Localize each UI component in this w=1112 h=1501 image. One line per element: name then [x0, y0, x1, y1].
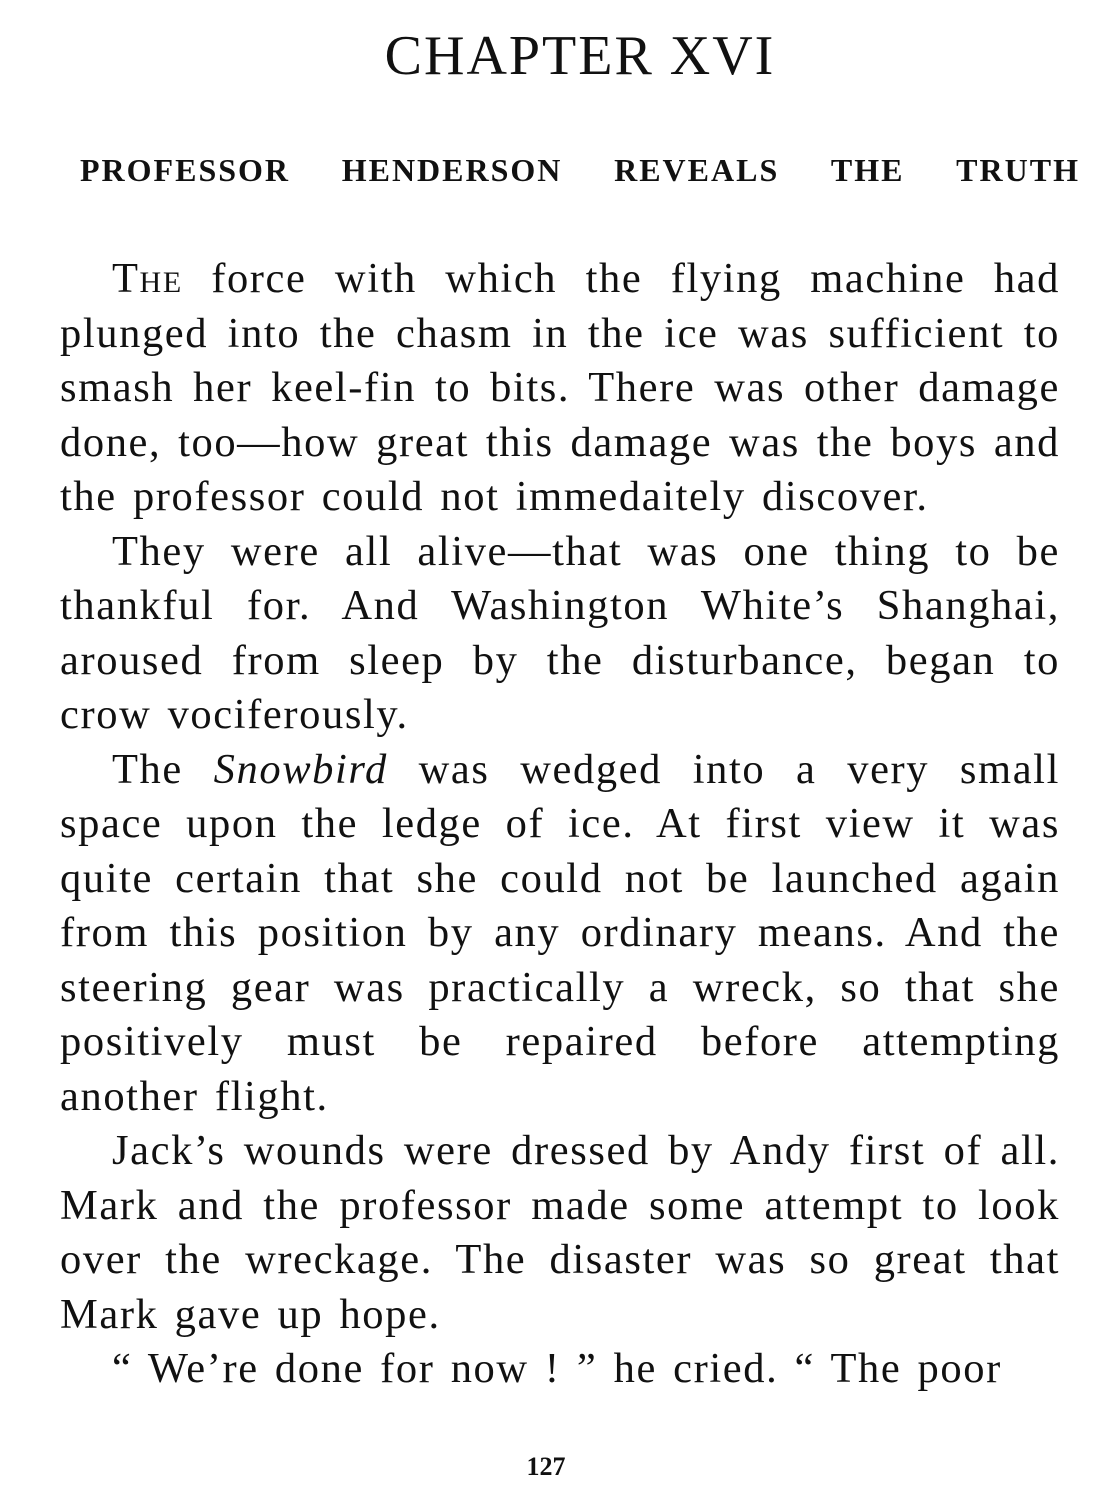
paragraph: Jack’s wounds were dressed by Andy first of all. Mark and the professor made some attempt to look over the wreckage. The disaster was so great that Mark gave up hope. [60, 1127, 1060, 1338]
body-text [60, 252, 1060, 1397]
chapter-title: CHAPTER XVI [384, 25, 776, 87]
subtitle-word: PROFESSOR [80, 152, 291, 188]
subtitle-word: HENDERSON [341, 152, 563, 188]
page-number: 127 [526, 1452, 566, 1481]
paragraph-text: force with which the flying machine had plunged into the chasm in the ice was sufficient to smash her keel-fin to bits. There was other damage done, too—how great this damage was the boys and the professor could not immedaitely discover. [60, 255, 1060, 520]
paragraph-first-word: The [112, 255, 183, 302]
paragraph: “ We’re done for now ! ” he cried. “ The poor [112, 1345, 1002, 1392]
chapter-subtitle [80, 150, 1080, 190]
ship-name: Snowbird [213, 745, 388, 793]
subtitle-word: REVEALS [614, 152, 780, 188]
paragraph [60, 743, 1060, 1125]
paragraph: They were all alive—that was one thing to be thankful for. And Washington White’s Shanghai, aroused from sleep by the disturbance, began to crow vociferously. [60, 527, 1060, 738]
subtitle-word: THE [830, 152, 905, 188]
paragraph [60, 252, 1060, 525]
paragraph-text: was wedged into a very small space upon the ledge of ice. At first view it was quite certain that she could not be launched again from this position by any ordinary means. And the steering gear was practically a wreck, so that she positively must be repaired before attempting another flight. [60, 745, 1060, 1120]
paragraph-text: The [112, 745, 214, 793]
subtitle-word: TRUTH [956, 152, 1080, 188]
